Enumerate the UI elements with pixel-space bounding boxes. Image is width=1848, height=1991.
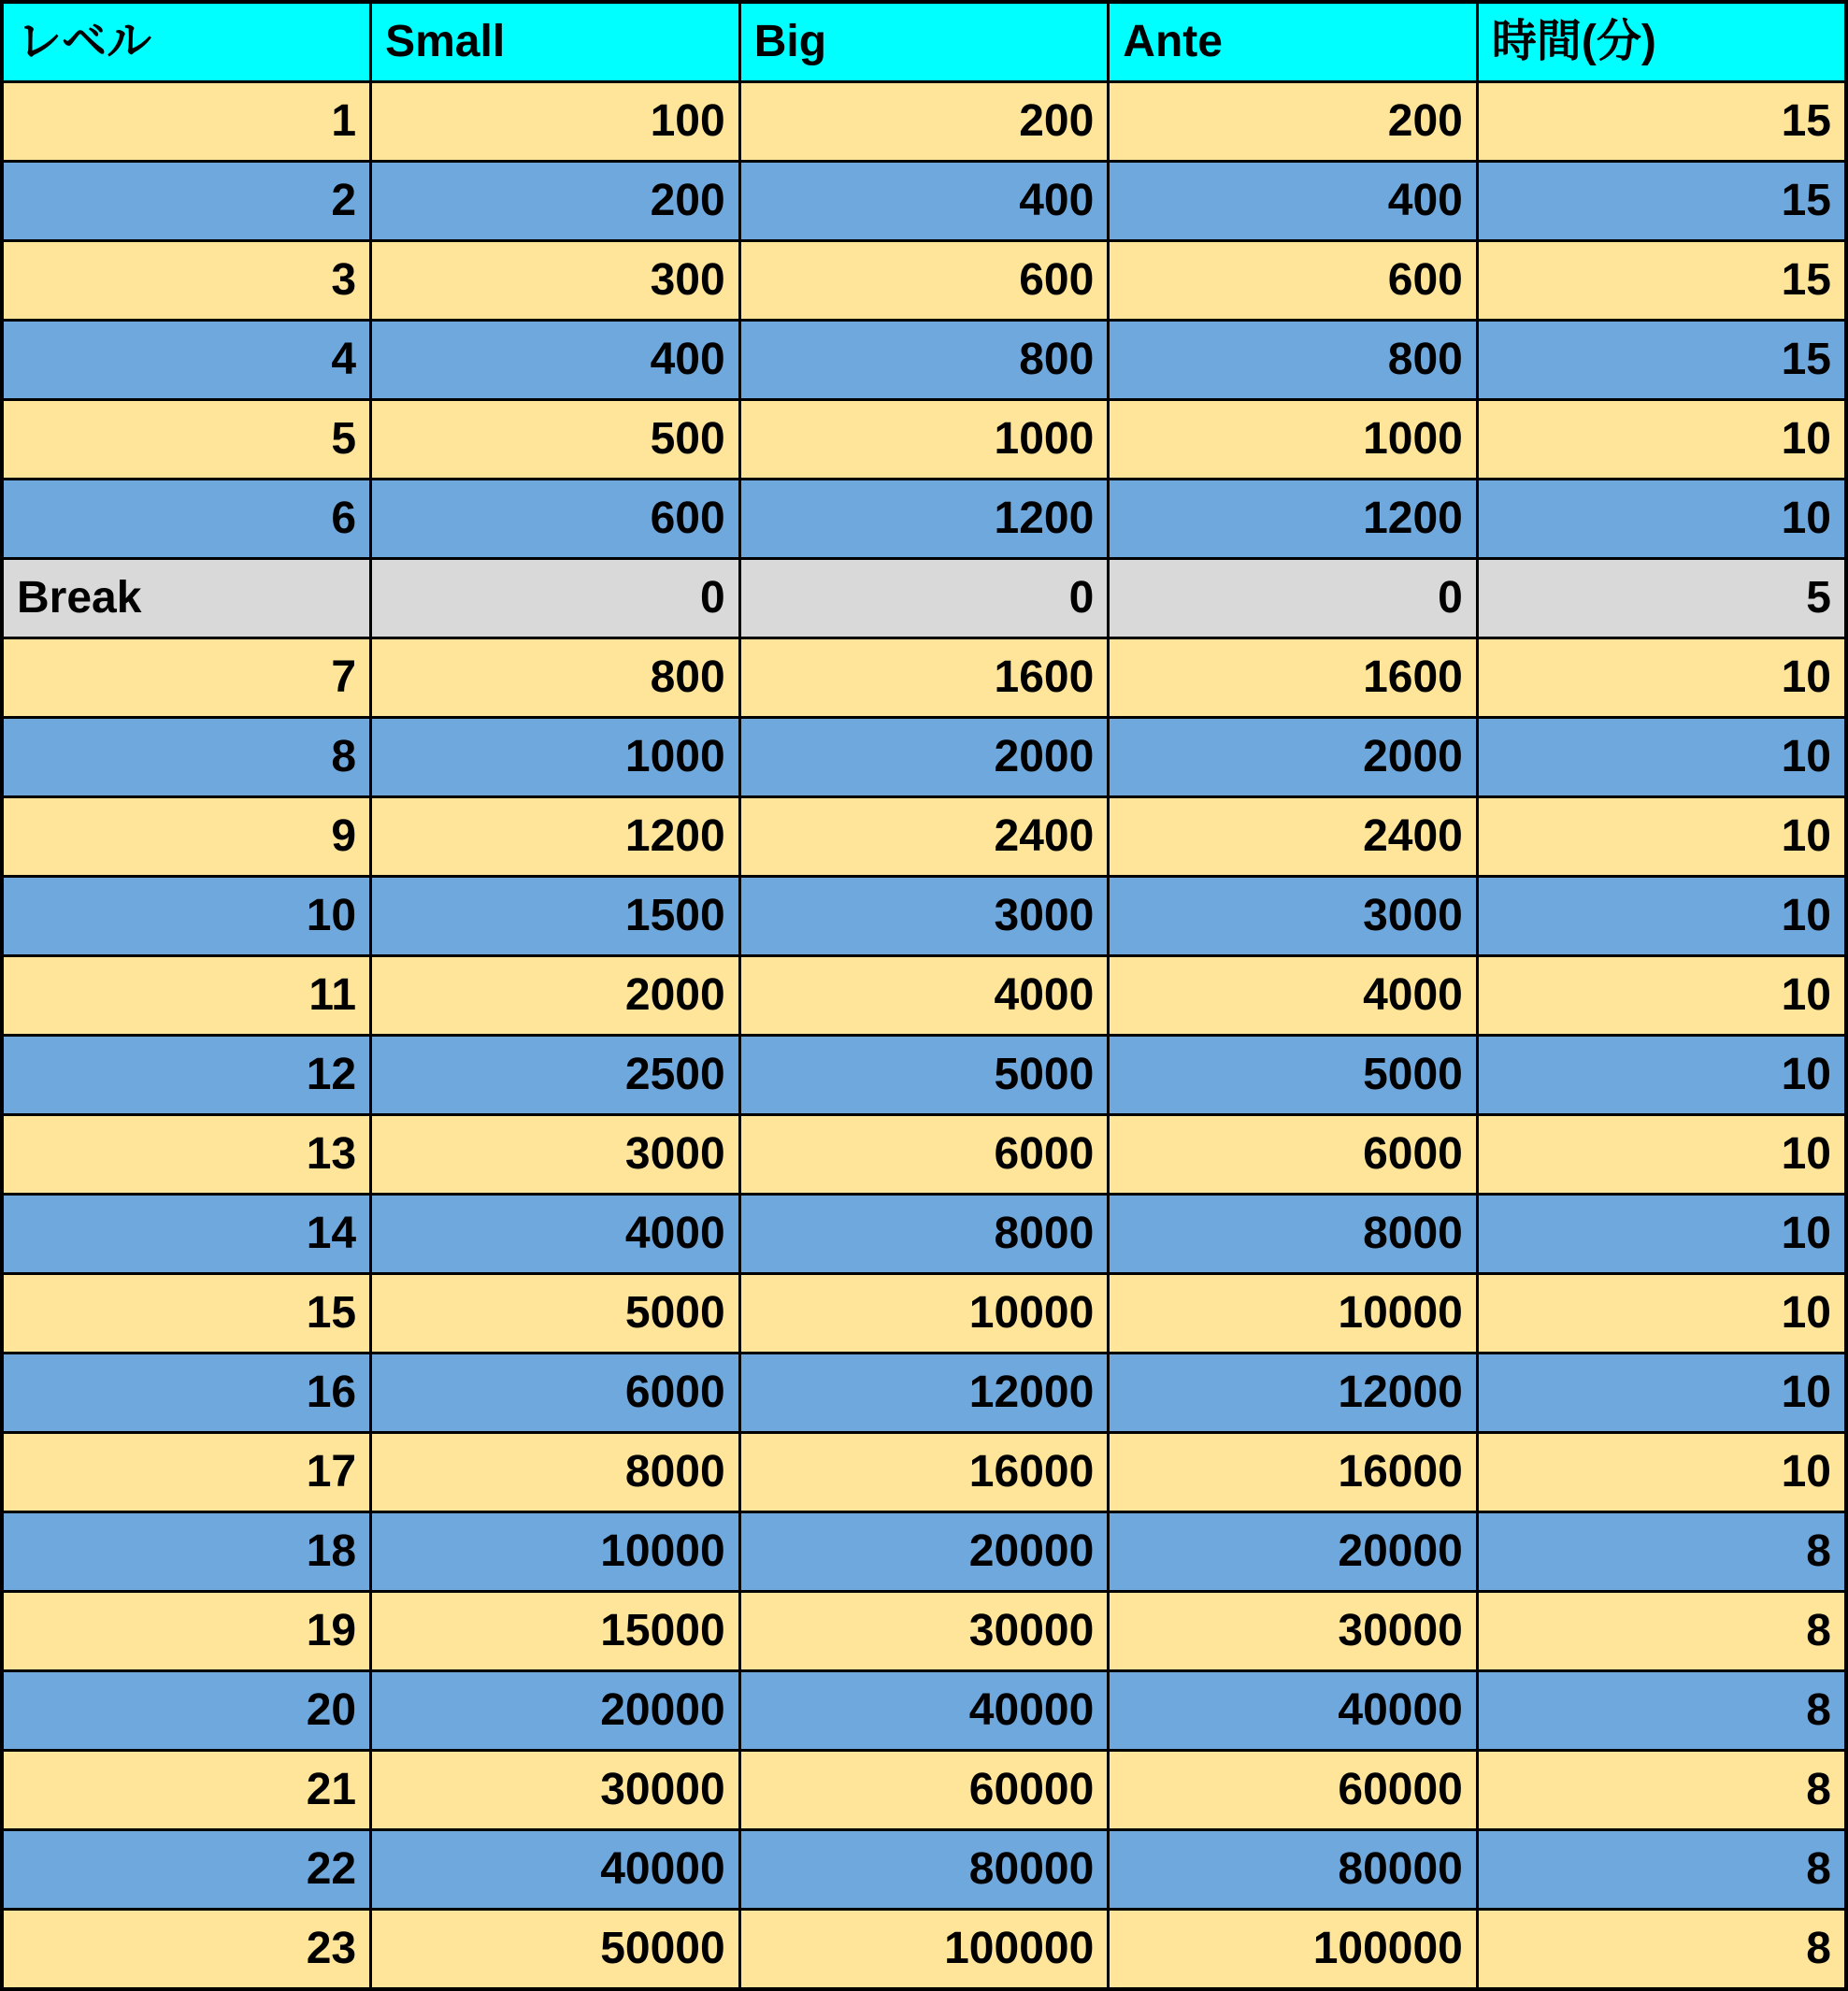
cell-small: 40000: [371, 1830, 740, 1910]
cell-level: 6: [2, 480, 371, 559]
cell-small: 15000: [371, 1592, 740, 1671]
cell-ante: 12000: [1109, 1354, 1478, 1433]
cell-time: 10: [1477, 400, 1846, 480]
cell-big: 10000: [739, 1274, 1109, 1354]
cell-ante: 8000: [1109, 1195, 1478, 1274]
header-level: レベル: [2, 2, 371, 82]
cell-ante: 800: [1109, 321, 1478, 400]
cell-level: 8: [2, 718, 371, 797]
cell-level: 18: [2, 1512, 371, 1592]
cell-small: 300: [371, 241, 740, 321]
cell-small: 20000: [371, 1671, 740, 1751]
cell-level: 3: [2, 241, 371, 321]
cell-ante: 10000: [1109, 1274, 1478, 1354]
cell-small: 8000: [371, 1433, 740, 1512]
cell-small: 1000: [371, 718, 740, 797]
table-row: [2, 400, 1846, 480]
table-row: [2, 1354, 1846, 1433]
cell-big: 2400: [739, 797, 1109, 877]
cell-time: 8: [1477, 1671, 1846, 1751]
cell-small: 2000: [371, 956, 740, 1036]
cell-time: 8: [1477, 1910, 1846, 1990]
cell-level: 20: [2, 1671, 371, 1751]
cell-ante: 2400: [1109, 797, 1478, 877]
cell-time: 15: [1477, 162, 1846, 241]
table-row: [2, 162, 1846, 241]
cell-level: 12: [2, 1036, 371, 1115]
cell-small: 5000: [371, 1274, 740, 1354]
cell-ante: 60000: [1109, 1751, 1478, 1830]
cell-time: 10: [1477, 1354, 1846, 1433]
cell-big: 80000: [739, 1830, 1109, 1910]
cell-ante: 200: [1109, 82, 1478, 162]
cell-ante: 20000: [1109, 1512, 1478, 1592]
header-small: Small: [371, 2, 740, 82]
table-row: [2, 1115, 1846, 1195]
cell-big: 5000: [739, 1036, 1109, 1115]
cell-level: 14: [2, 1195, 371, 1274]
table-row: [2, 321, 1846, 400]
header-time-minutes: 時間(分): [1477, 2, 1846, 82]
table-row: [2, 718, 1846, 797]
table-row: [2, 1751, 1846, 1830]
cell-level: 10: [2, 877, 371, 956]
cell-ante: 1200: [1109, 480, 1478, 559]
cell-small: 2500: [371, 1036, 740, 1115]
cell-ante: 40000: [1109, 1671, 1478, 1751]
cell-time: 10: [1477, 638, 1846, 718]
cell-big: 4000: [739, 956, 1109, 1036]
cell-time: 10: [1477, 1195, 1846, 1274]
cell-ante: 400: [1109, 162, 1478, 241]
cell-ante: 600: [1109, 241, 1478, 321]
cell-ante: 4000: [1109, 956, 1478, 1036]
cell-time: 10: [1477, 877, 1846, 956]
cell-time: 10: [1477, 1115, 1846, 1195]
table-row: [2, 1671, 1846, 1751]
cell-small: 50000: [371, 1910, 740, 1990]
cell-ante: 1000: [1109, 400, 1478, 480]
cell-time: 8: [1477, 1512, 1846, 1592]
cell-big: 1200: [739, 480, 1109, 559]
cell-time: 15: [1477, 82, 1846, 162]
cell-big: 16000: [739, 1433, 1109, 1512]
cell-big: 1600: [739, 638, 1109, 718]
cell-big: 1000: [739, 400, 1109, 480]
cell-ante: 0: [1109, 559, 1478, 638]
cell-small: 1200: [371, 797, 740, 877]
cell-big: 800: [739, 321, 1109, 400]
header-ante: Ante: [1109, 2, 1478, 82]
cell-small: 400: [371, 321, 740, 400]
table-row: [2, 1592, 1846, 1671]
cell-ante: 6000: [1109, 1115, 1478, 1195]
cell-ante: 16000: [1109, 1433, 1478, 1512]
table-row: [2, 480, 1846, 559]
cell-ante: 1600: [1109, 638, 1478, 718]
cell-time: 8: [1477, 1751, 1846, 1830]
cell-time: 8: [1477, 1830, 1846, 1910]
cell-time: 5: [1477, 559, 1846, 638]
table-row: [2, 1830, 1846, 1910]
cell-level: 22: [2, 1830, 371, 1910]
cell-level: 19: [2, 1592, 371, 1671]
table-row: [2, 82, 1846, 162]
table-row: [2, 1036, 1846, 1115]
cell-level: 16: [2, 1354, 371, 1433]
table-row: [2, 638, 1846, 718]
break-row: [2, 559, 1846, 638]
cell-small: 30000: [371, 1751, 740, 1830]
cell-big: 2000: [739, 718, 1109, 797]
cell-big: 12000: [739, 1354, 1109, 1433]
cell-level: 23: [2, 1910, 371, 1990]
cell-small: 600: [371, 480, 740, 559]
cell-level: 17: [2, 1433, 371, 1512]
header-row: [2, 2, 1846, 82]
cell-level: 13: [2, 1115, 371, 1195]
cell-level: 4: [2, 321, 371, 400]
cell-small: 3000: [371, 1115, 740, 1195]
cell-small: 10000: [371, 1512, 740, 1592]
cell-time: 10: [1477, 1274, 1846, 1354]
cell-ante: 2000: [1109, 718, 1478, 797]
cell-big: 40000: [739, 1671, 1109, 1751]
cell-ante: 80000: [1109, 1830, 1478, 1910]
cell-time: 10: [1477, 956, 1846, 1036]
header-big: Big: [739, 2, 1109, 82]
table-row: [2, 877, 1846, 956]
cell-time: 10: [1477, 1433, 1846, 1512]
cell-time: 10: [1477, 797, 1846, 877]
cell-big: 400: [739, 162, 1109, 241]
table-row: [2, 956, 1846, 1036]
table-header: [2, 2, 1846, 82]
cell-small: 800: [371, 638, 740, 718]
cell-small: 6000: [371, 1354, 740, 1433]
cell-big: 200: [739, 82, 1109, 162]
cell-small: 0: [371, 559, 740, 638]
cell-ante: 5000: [1109, 1036, 1478, 1115]
cell-big: 20000: [739, 1512, 1109, 1592]
table-row: [2, 1433, 1846, 1512]
cell-big: 100000: [739, 1910, 1109, 1990]
cell-ante: 100000: [1109, 1910, 1478, 1990]
cell-time: 15: [1477, 241, 1846, 321]
table-row: [2, 241, 1846, 321]
cell-time: 15: [1477, 321, 1846, 400]
cell-ante: 30000: [1109, 1592, 1478, 1671]
cell-level: 5: [2, 400, 371, 480]
cell-time: 8: [1477, 1592, 1846, 1671]
cell-level: 1: [2, 82, 371, 162]
cell-small: 200: [371, 162, 740, 241]
cell-big: 3000: [739, 877, 1109, 956]
table-row: [2, 1910, 1846, 1990]
cell-big: 60000: [739, 1751, 1109, 1830]
cell-level: 15: [2, 1274, 371, 1354]
table-row: [2, 1195, 1846, 1274]
cell-big: 0: [739, 559, 1109, 638]
cell-time: 10: [1477, 480, 1846, 559]
cell-time: 10: [1477, 718, 1846, 797]
cell-small: 500: [371, 400, 740, 480]
cell-ante: 3000: [1109, 877, 1478, 956]
table-row: [2, 1512, 1846, 1592]
table-body: [2, 82, 1846, 1990]
cell-small: 100: [371, 82, 740, 162]
table-row: [2, 797, 1846, 877]
cell-big: 600: [739, 241, 1109, 321]
cell-big: 8000: [739, 1195, 1109, 1274]
cell-level: 7: [2, 638, 371, 718]
cell-level: 2: [2, 162, 371, 241]
cell-time: 10: [1477, 1036, 1846, 1115]
cell-level: 9: [2, 797, 371, 877]
cell-small: 1500: [371, 877, 740, 956]
cell-level: 21: [2, 1751, 371, 1830]
cell-big: 30000: [739, 1592, 1109, 1671]
cell-small: 4000: [371, 1195, 740, 1274]
cell-big: 6000: [739, 1115, 1109, 1195]
cell-level: Break: [2, 559, 371, 638]
table-row: [2, 1274, 1846, 1354]
cell-level: 11: [2, 956, 371, 1036]
